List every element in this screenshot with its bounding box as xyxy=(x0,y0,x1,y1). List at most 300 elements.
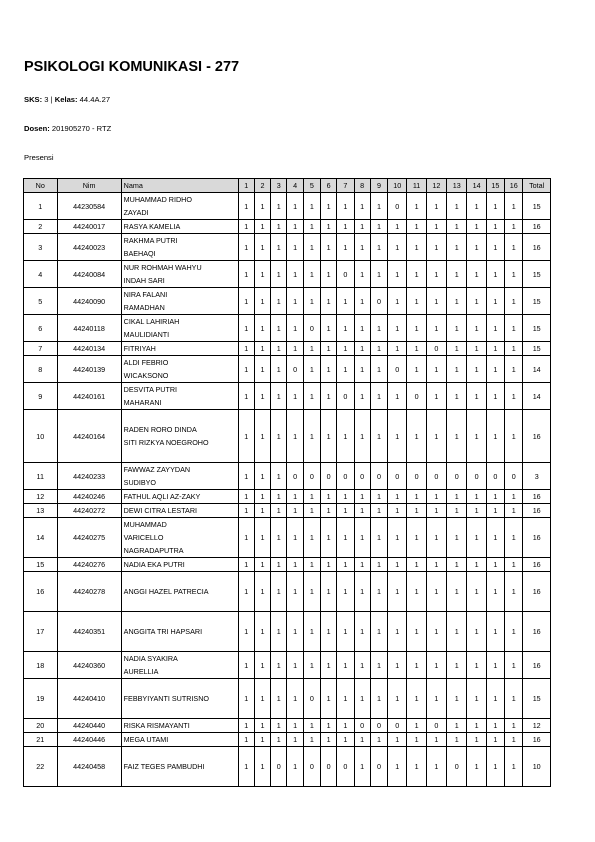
cell-session-3: 1 xyxy=(271,193,287,220)
cell-session-3: 1 xyxy=(271,220,287,234)
cell-session-14: 1 xyxy=(467,288,486,315)
cell-session-5: 1 xyxy=(303,288,320,315)
cell-session-1: 1 xyxy=(238,356,254,383)
cell-nim: 44240139 xyxy=(57,356,121,383)
cell-session-3: 1 xyxy=(271,342,287,356)
cell-session-5: 1 xyxy=(303,612,320,652)
cell-session-1: 1 xyxy=(238,193,254,220)
cell-nama xyxy=(121,504,238,518)
cell-nama xyxy=(121,572,238,612)
cell-session-15: 1 xyxy=(486,572,504,612)
cell-no: 14 xyxy=(24,518,58,558)
cell-session-7: 1 xyxy=(337,193,354,220)
nama-line: NIRA FALANI xyxy=(123,290,168,299)
cell-session-4: 1 xyxy=(287,288,303,315)
cell-session-2: 1 xyxy=(254,261,270,288)
cell-session-10: 1 xyxy=(388,558,407,572)
cell-session-4: 1 xyxy=(287,315,303,342)
cell-session-6: 1 xyxy=(320,356,336,383)
cell-session-14: 0 xyxy=(467,463,486,490)
cell-total: 16 xyxy=(523,652,551,679)
cell-session-9: 1 xyxy=(370,315,387,342)
cell-session-10: 1 xyxy=(388,679,407,719)
cell-session-11: 0 xyxy=(407,383,426,410)
cell-session-8: 1 xyxy=(354,518,370,558)
cell-session-9: 1 xyxy=(370,410,387,463)
cell-total: 14 xyxy=(523,356,551,383)
cell-session-16: 1 xyxy=(505,747,523,787)
cell-session-4: 1 xyxy=(287,234,303,261)
cell-session-4: 1 xyxy=(287,679,303,719)
cell-total: 15 xyxy=(523,261,551,288)
cell-session-4: 0 xyxy=(287,356,303,383)
section-label: Presensi xyxy=(24,153,54,162)
cell-no: 10 xyxy=(24,410,58,463)
cell-nama xyxy=(121,234,238,261)
cell-session-7: 0 xyxy=(337,747,354,787)
cell-session-13: 1 xyxy=(447,220,467,234)
cell-session-5: 1 xyxy=(303,261,320,288)
cell-session-11: 1 xyxy=(407,572,426,612)
header-session-3: 3 xyxy=(271,179,287,193)
cell-session-16: 1 xyxy=(505,518,523,558)
cell-session-9: 1 xyxy=(370,504,387,518)
table-row xyxy=(24,463,551,490)
nama-line: FAWWAZ ZAYYDAN xyxy=(123,465,191,474)
cell-session-12: 1 xyxy=(426,490,446,504)
cell-nim: 44240090 xyxy=(57,288,121,315)
cell-session-2: 1 xyxy=(254,652,270,679)
cell-session-14: 1 xyxy=(467,518,486,558)
cell-session-1: 1 xyxy=(238,288,254,315)
cell-nama xyxy=(121,558,238,572)
nama-line: NADIA SYAKIRA xyxy=(123,654,178,663)
cell-session-1: 1 xyxy=(238,719,254,733)
nama-line: ALDI FEBRIO xyxy=(123,358,169,367)
cell-session-10: 0 xyxy=(388,193,407,220)
cell-session-13: 1 xyxy=(447,518,467,558)
cell-total: 15 xyxy=(523,315,551,342)
cell-session-2: 1 xyxy=(254,719,270,733)
cell-session-2: 1 xyxy=(254,612,270,652)
cell-session-14: 1 xyxy=(467,356,486,383)
cell-session-16: 1 xyxy=(505,383,523,410)
cell-session-7: 1 xyxy=(337,220,354,234)
cell-session-11: 1 xyxy=(407,288,426,315)
cell-session-9: 0 xyxy=(370,719,387,733)
cell-session-9: 1 xyxy=(370,733,387,747)
header-nim: Nim xyxy=(57,179,121,193)
cell-nama xyxy=(121,518,238,558)
cell-nama xyxy=(121,261,238,288)
cell-session-16: 1 xyxy=(505,234,523,261)
nama-line: NADIA EKA PUTRI xyxy=(123,560,185,569)
nama-line: DESVITA PUTRI xyxy=(123,385,178,394)
cell-session-4: 1 xyxy=(287,719,303,733)
cell-total: 16 xyxy=(523,558,551,572)
cell-session-9: 0 xyxy=(370,463,387,490)
cell-session-3: 1 xyxy=(271,504,287,518)
cell-session-10: 1 xyxy=(388,733,407,747)
cell-session-6: 1 xyxy=(320,612,336,652)
cell-session-10: 0 xyxy=(388,719,407,733)
cell-session-11: 1 xyxy=(407,518,426,558)
cell-total: 16 xyxy=(523,234,551,261)
cell-no: 4 xyxy=(24,261,58,288)
kelas-value: 44.4A.27 xyxy=(79,95,111,104)
cell-session-14: 1 xyxy=(467,558,486,572)
cell-session-2: 1 xyxy=(254,490,270,504)
header-no: No xyxy=(24,179,58,193)
cell-session-12: 0 xyxy=(426,463,446,490)
cell-session-4: 1 xyxy=(287,410,303,463)
cell-no: 18 xyxy=(24,652,58,679)
cell-session-5: 1 xyxy=(303,518,320,558)
cell-session-1: 1 xyxy=(238,747,254,787)
cell-session-1: 1 xyxy=(238,652,254,679)
table-row xyxy=(24,719,551,733)
cell-session-6: 1 xyxy=(320,572,336,612)
cell-session-15: 1 xyxy=(486,288,504,315)
cell-session-12: 1 xyxy=(426,747,446,787)
cell-session-8: 0 xyxy=(354,463,370,490)
cell-session-13: 1 xyxy=(447,410,467,463)
header-session-7: 7 xyxy=(337,179,354,193)
cell-session-3: 1 xyxy=(271,261,287,288)
nama-line: CIKAL LAHIRIAH xyxy=(123,317,180,326)
nama-line xyxy=(124,612,237,625)
cell-session-3: 1 xyxy=(271,288,287,315)
cell-session-9: 1 xyxy=(370,220,387,234)
cell-session-7: 1 xyxy=(337,410,354,463)
cell-session-7: 1 xyxy=(337,652,354,679)
cell-no: 2 xyxy=(24,220,58,234)
cell-nama xyxy=(121,463,238,490)
cell-session-8: 1 xyxy=(354,490,370,504)
cell-session-9: 1 xyxy=(370,234,387,261)
cell-session-13: 1 xyxy=(447,193,467,220)
cell-session-11: 1 xyxy=(407,356,426,383)
cell-session-7: 1 xyxy=(337,518,354,558)
cell-session-7: 1 xyxy=(337,342,354,356)
cell-session-3: 1 xyxy=(271,315,287,342)
cell-total: 12 xyxy=(523,719,551,733)
cell-session-8: 1 xyxy=(354,315,370,342)
cell-session-2: 1 xyxy=(254,193,270,220)
cell-session-8: 1 xyxy=(354,356,370,383)
cell-session-2: 1 xyxy=(254,288,270,315)
cell-session-2: 1 xyxy=(254,679,270,719)
kelas-label: Kelas: xyxy=(54,95,78,104)
cell-session-12: 1 xyxy=(426,679,446,719)
cell-session-4: 1 xyxy=(287,612,303,652)
cell-session-8: 1 xyxy=(354,572,370,612)
cell-session-15: 1 xyxy=(486,719,504,733)
cell-session-13: 1 xyxy=(447,383,467,410)
cell-nim: 44240446 xyxy=(57,733,121,747)
cell-nama xyxy=(121,383,238,410)
nama-line: RAKHMA PUTRI xyxy=(123,236,178,245)
cell-nama xyxy=(121,747,238,787)
cell-session-6: 1 xyxy=(320,490,336,504)
cell-session-9: 1 xyxy=(370,490,387,504)
nama-line xyxy=(124,638,237,651)
cell-no: 22 xyxy=(24,747,58,787)
cell-no: 3 xyxy=(24,234,58,261)
cell-session-11: 1 xyxy=(407,315,426,342)
cell-session-6: 1 xyxy=(320,558,336,572)
cell-session-12: 1 xyxy=(426,220,446,234)
cell-nim: 44240161 xyxy=(57,383,121,410)
cell-session-7: 0 xyxy=(337,463,354,490)
header-session-12: 12 xyxy=(426,179,446,193)
cell-session-3: 1 xyxy=(271,612,287,652)
cell-session-16: 1 xyxy=(505,410,523,463)
cell-session-8: 1 xyxy=(354,612,370,652)
cell-session-8: 1 xyxy=(354,342,370,356)
cell-session-3: 0 xyxy=(271,747,287,787)
cell-session-16: 1 xyxy=(505,220,523,234)
nama-line: SITI RIZKYA NOEGROHO xyxy=(123,438,209,447)
table-row xyxy=(24,572,551,612)
cell-session-15: 1 xyxy=(486,383,504,410)
table-row xyxy=(24,193,551,220)
cell-session-10: 1 xyxy=(388,490,407,504)
lecturer-info xyxy=(24,124,111,133)
cell-session-10: 0 xyxy=(388,463,407,490)
sks-label: SKS: xyxy=(24,95,43,104)
cell-session-5: 1 xyxy=(303,490,320,504)
cell-no: 7 xyxy=(24,342,58,356)
cell-nama xyxy=(121,356,238,383)
cell-session-12: 1 xyxy=(426,572,446,612)
nama-line xyxy=(124,773,237,786)
cell-session-12: 1 xyxy=(426,356,446,383)
cell-nim: 44240272 xyxy=(57,504,121,518)
table-row xyxy=(24,558,551,572)
cell-session-7: 1 xyxy=(337,572,354,612)
cell-session-11: 1 xyxy=(407,234,426,261)
cell-session-12: 1 xyxy=(426,315,446,342)
cell-session-5: 1 xyxy=(303,383,320,410)
cell-session-9: 1 xyxy=(370,652,387,679)
cell-total: 15 xyxy=(523,193,551,220)
cell-session-6: 1 xyxy=(320,315,336,342)
table-row xyxy=(24,504,551,518)
cell-session-9: 1 xyxy=(370,342,387,356)
cell-session-14: 1 xyxy=(467,234,486,261)
cell-session-2: 1 xyxy=(254,518,270,558)
cell-nim: 44240410 xyxy=(57,679,121,719)
table-row xyxy=(24,315,551,342)
cell-session-15: 1 xyxy=(486,261,504,288)
nama-line: FITRIYAH xyxy=(123,344,156,353)
cell-session-1: 1 xyxy=(238,463,254,490)
cell-session-8: 1 xyxy=(354,383,370,410)
cell-session-14: 1 xyxy=(467,719,486,733)
cell-session-1: 1 xyxy=(238,558,254,572)
cell-session-15: 0 xyxy=(486,463,504,490)
nama-line: SUDIBYO xyxy=(123,478,157,487)
header-session-16: 16 xyxy=(505,179,523,193)
cell-session-3: 1 xyxy=(271,679,287,719)
table-header-row xyxy=(24,179,551,193)
cell-session-12: 1 xyxy=(426,518,446,558)
cell-nim: 44230584 xyxy=(57,193,121,220)
cell-session-2: 1 xyxy=(254,504,270,518)
cell-session-16: 0 xyxy=(505,463,523,490)
cell-session-13: 1 xyxy=(447,558,467,572)
cell-session-6: 1 xyxy=(320,719,336,733)
cell-session-14: 1 xyxy=(467,193,486,220)
cell-session-3: 1 xyxy=(271,490,287,504)
cell-total: 14 xyxy=(523,383,551,410)
cell-session-4: 1 xyxy=(287,652,303,679)
cell-total: 16 xyxy=(523,410,551,463)
table-row xyxy=(24,356,551,383)
cell-no: 19 xyxy=(24,679,58,719)
cell-session-5: 1 xyxy=(303,410,320,463)
cell-session-13: 0 xyxy=(447,463,467,490)
cell-session-16: 1 xyxy=(505,342,523,356)
nama-line xyxy=(124,449,237,462)
cell-session-9: 0 xyxy=(370,288,387,315)
cell-nim: 44240351 xyxy=(57,612,121,652)
cell-no: 21 xyxy=(24,733,58,747)
cell-session-1: 1 xyxy=(238,490,254,504)
cell-session-4: 1 xyxy=(287,261,303,288)
cell-session-12: 1 xyxy=(426,733,446,747)
cell-session-7: 0 xyxy=(337,383,354,410)
cell-session-10: 1 xyxy=(388,342,407,356)
cell-session-6: 1 xyxy=(320,288,336,315)
nama-line xyxy=(124,410,237,423)
cell-no: 5 xyxy=(24,288,58,315)
header-session-8: 8 xyxy=(354,179,370,193)
cell-session-7: 1 xyxy=(337,679,354,719)
cell-nim: 44240233 xyxy=(57,463,121,490)
nama-line: BAEHAQI xyxy=(123,249,156,258)
cell-nim: 44240134 xyxy=(57,342,121,356)
cell-session-12: 0 xyxy=(426,719,446,733)
cell-session-8: 1 xyxy=(354,410,370,463)
cell-session-10: 1 xyxy=(388,410,407,463)
cell-nim: 44240164 xyxy=(57,410,121,463)
cell-session-8: 1 xyxy=(354,234,370,261)
cell-session-6: 1 xyxy=(320,193,336,220)
nama-line: MEGA UTAMI xyxy=(123,735,169,744)
cell-session-16: 1 xyxy=(505,612,523,652)
cell-no: 8 xyxy=(24,356,58,383)
header-session-6: 6 xyxy=(320,179,336,193)
cell-session-13: 1 xyxy=(447,504,467,518)
cell-session-11: 1 xyxy=(407,504,426,518)
cell-session-11: 1 xyxy=(407,410,426,463)
dosen-label: Dosen: xyxy=(24,124,50,133)
cell-session-4: 1 xyxy=(287,572,303,612)
cell-session-11: 1 xyxy=(407,220,426,234)
cell-nim: 44240278 xyxy=(57,572,121,612)
cell-session-4: 1 xyxy=(287,490,303,504)
cell-session-11: 1 xyxy=(407,193,426,220)
nama-line: WICAKSONO xyxy=(123,371,169,380)
cell-session-2: 1 xyxy=(254,747,270,787)
cell-total: 16 xyxy=(523,518,551,558)
cell-session-3: 1 xyxy=(271,518,287,558)
cell-session-10: 1 xyxy=(388,261,407,288)
separator: | xyxy=(50,95,53,104)
cell-session-9: 1 xyxy=(370,558,387,572)
cell-session-8: 1 xyxy=(354,220,370,234)
cell-session-3: 1 xyxy=(271,719,287,733)
cell-no: 15 xyxy=(24,558,58,572)
cell-session-4: 0 xyxy=(287,463,303,490)
table-row xyxy=(24,518,551,558)
cell-session-15: 1 xyxy=(486,652,504,679)
cell-session-8: 1 xyxy=(354,747,370,787)
cell-session-10: 1 xyxy=(388,504,407,518)
header-session-10: 10 xyxy=(388,179,407,193)
cell-session-10: 1 xyxy=(388,612,407,652)
cell-session-7: 1 xyxy=(337,558,354,572)
cell-session-5: 1 xyxy=(303,234,320,261)
cell-session-3: 1 xyxy=(271,356,287,383)
cell-session-4: 1 xyxy=(287,747,303,787)
cell-session-12: 0 xyxy=(426,342,446,356)
header-session-5: 5 xyxy=(303,179,320,193)
cell-total: 16 xyxy=(523,220,551,234)
nama-line xyxy=(124,598,237,611)
cell-session-10: 1 xyxy=(388,572,407,612)
nama-line: MUHAMMAD xyxy=(123,520,167,529)
cell-session-5: 1 xyxy=(303,572,320,612)
header-session-4: 4 xyxy=(287,179,303,193)
cell-session-9: 1 xyxy=(370,679,387,719)
cell-session-7: 1 xyxy=(337,315,354,342)
cell-no: 9 xyxy=(24,383,58,410)
nama-line: MAULIDIANTI xyxy=(123,330,170,339)
cell-session-6: 1 xyxy=(320,342,336,356)
cell-session-1: 1 xyxy=(238,383,254,410)
cell-session-1: 1 xyxy=(238,572,254,612)
cell-session-8: 1 xyxy=(354,558,370,572)
cell-session-3: 1 xyxy=(271,234,287,261)
cell-session-7: 1 xyxy=(337,356,354,383)
cell-session-16: 1 xyxy=(505,490,523,504)
cell-session-13: 0 xyxy=(447,747,467,787)
cell-nama xyxy=(121,220,238,234)
table-row xyxy=(24,652,551,679)
nama-line: VARICELLO xyxy=(123,533,164,542)
cell-session-14: 1 xyxy=(467,572,486,612)
cell-session-6: 1 xyxy=(320,679,336,719)
cell-session-15: 1 xyxy=(486,733,504,747)
cell-session-9: 1 xyxy=(370,383,387,410)
cell-session-7: 1 xyxy=(337,612,354,652)
cell-total: 15 xyxy=(523,679,551,719)
nama-line: FEBBYIYANTI SUTRISNO xyxy=(123,694,209,703)
cell-session-14: 1 xyxy=(467,612,486,652)
cell-session-11: 1 xyxy=(407,747,426,787)
nama-line xyxy=(124,679,237,692)
nama-line: MUHAMMAD RIDHO xyxy=(123,195,192,204)
cell-session-2: 1 xyxy=(254,234,270,261)
cell-session-12: 1 xyxy=(426,410,446,463)
cell-session-5: 1 xyxy=(303,719,320,733)
cell-session-1: 1 xyxy=(238,504,254,518)
cell-session-6: 0 xyxy=(320,747,336,787)
cell-session-1: 1 xyxy=(238,518,254,558)
